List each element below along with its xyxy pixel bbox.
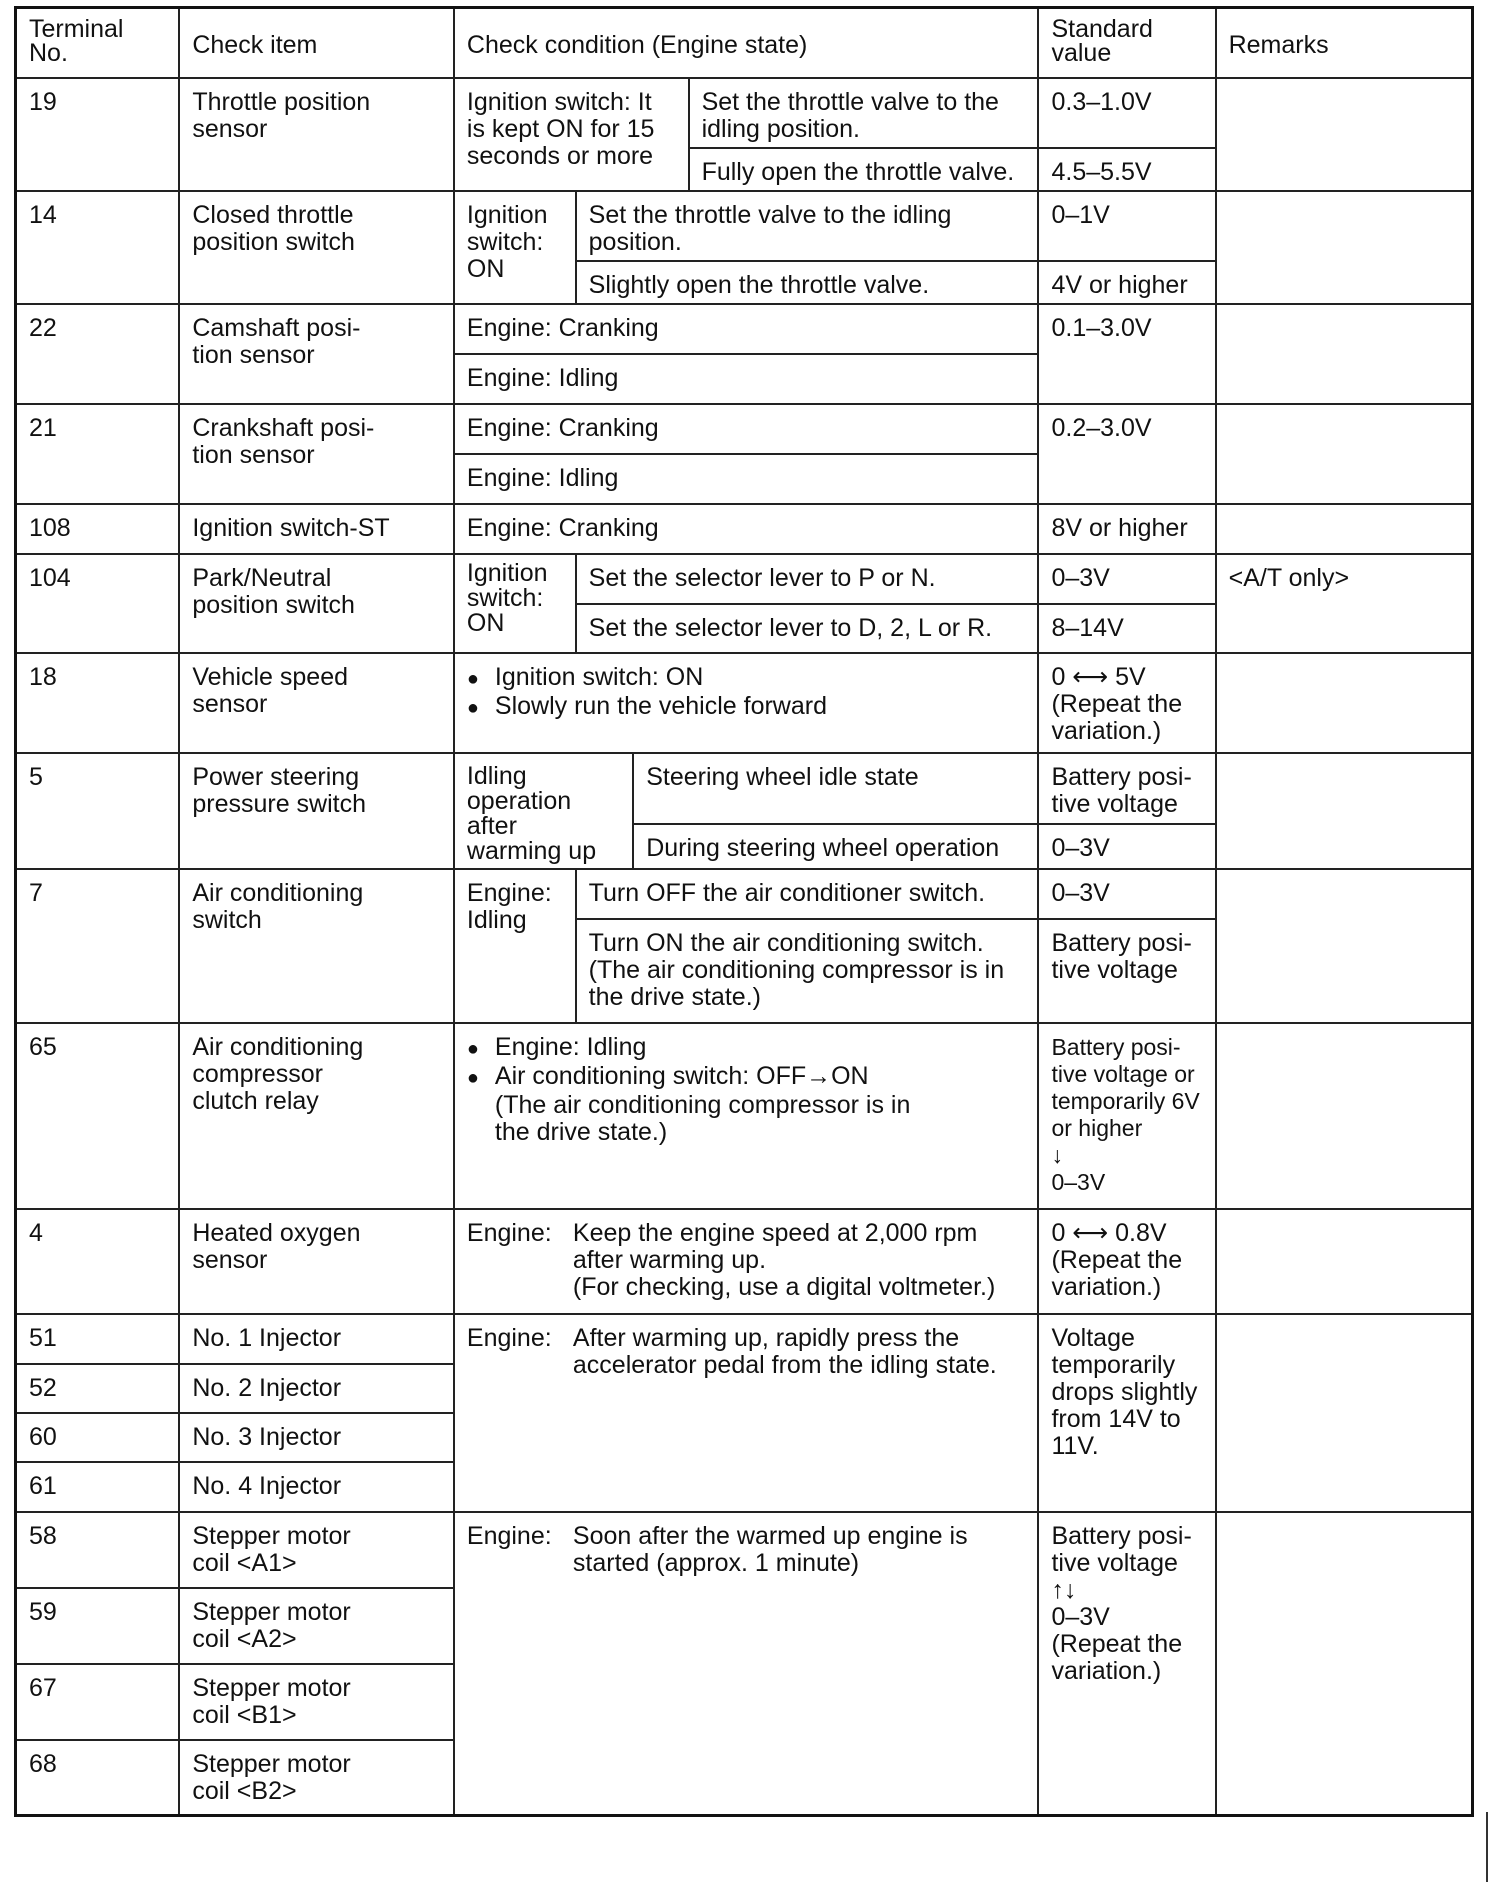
header-row [16, 8, 1473, 78]
remarks-badge: <A/T only> [1216, 554, 1473, 653]
check-item: Closed throttle position switch [179, 191, 454, 304]
remarks [1216, 504, 1473, 554]
standard-value: Battery posi- tive voltage or temporarily 6V or higher ↓ 0–3V [1038, 1023, 1215, 1209]
table-row [16, 554, 1473, 604]
terminal-number: 52 [16, 1364, 180, 1413]
check-item: Stepper motor coil <A2> [179, 1588, 454, 1664]
check-item: Air conditioning compressor clutch relay [179, 1023, 454, 1209]
terminal-number: 21 [16, 404, 180, 504]
condition: Slightly open the throttle valve. [576, 261, 1039, 304]
table-row [16, 404, 1473, 454]
condition: Set the throttle valve to the idling position. [576, 191, 1039, 261]
standard-value: 0.2–3.0V [1038, 404, 1215, 504]
table-row [16, 653, 1473, 753]
terminal-number: 61 [16, 1462, 180, 1512]
condition [454, 1023, 1039, 1209]
standard-value: 0–3V [1038, 869, 1215, 919]
check-item: Stepper motor coil <A1> [179, 1512, 454, 1588]
standard-value: 0–3V [1038, 554, 1215, 604]
condition: During steering wheel operation [633, 824, 1038, 869]
standard-value: 0–3V [1038, 824, 1215, 869]
condition-text: After warming up, rapidly press the accelerator pedal from the idling state. [572, 1323, 997, 1379]
standard-value: 0–1V [1038, 191, 1215, 261]
condition: Turn ON the air conditioning switch. (The air conditioning compressor is in the drive state.) [576, 919, 1039, 1023]
condition-text: Soon after the warmed up engine is started (approx. 1 minute) [572, 1521, 968, 1577]
check-item: Stepper motor coil <B1> [179, 1664, 454, 1740]
terminal-number: 60 [16, 1413, 180, 1462]
check-item: Heated oxygen sensor [179, 1209, 454, 1314]
bullet-item: ● Air conditioning switch: OFF→ON [467, 1063, 1026, 1092]
ecm-terminal-check-table [14, 6, 1474, 1817]
condition-prefix: Engine: [466, 1521, 552, 1550]
standard-value: 0.3–1.0V [1038, 78, 1215, 148]
bullet-item: ● Slowly run the vehicle forward [467, 693, 1026, 722]
terminal-number: 4 [16, 1209, 180, 1314]
terminal-number: 65 [16, 1023, 180, 1209]
condition: Engine: Idling [454, 354, 1039, 404]
terminal-number: 18 [16, 653, 180, 753]
check-item: Camshaft posi- tion sensor [179, 304, 454, 404]
check-item: Air conditioning switch [179, 869, 454, 1023]
table-row [16, 869, 1473, 919]
standard-value: Battery posi- tive voltage [1038, 753, 1215, 824]
check-item: Throttle position sensor [179, 78, 454, 191]
bullet-note: (The air conditioning compressor is in the drive state.) [494, 1090, 911, 1146]
check-item: No. 3 Injector [179, 1413, 454, 1462]
terminal-number: 51 [16, 1314, 180, 1364]
table-row [16, 191, 1473, 261]
standard-value: Voltage temporarily drops slightly from 14V to 11V. [1038, 1314, 1215, 1512]
table-row [16, 1512, 1473, 1588]
condition [454, 653, 1039, 753]
check-item: No. 4 Injector [179, 1462, 454, 1512]
spec-sheet [14, 6, 1474, 1817]
remarks [1216, 753, 1473, 869]
table-row [16, 1314, 1473, 1364]
remarks [1216, 191, 1473, 304]
check-item: No. 2 Injector [179, 1364, 454, 1413]
remarks [1216, 1314, 1473, 1512]
table-row [16, 304, 1473, 354]
check-item: Power steering pressure switch [179, 753, 454, 869]
condition-text: Keep the engine speed at 2,000 rpm after warming up. (For checking, use a digital voltmeter.) [572, 1218, 996, 1301]
terminal-number: 5 [16, 753, 180, 869]
standard-value: 4.5–5.5V [1038, 148, 1215, 191]
terminal-number: 104 [16, 554, 180, 653]
condition-prefix: Engine: [466, 1323, 552, 1352]
condition-group: Ignition switch: ON [454, 191, 576, 304]
terminal-number: 22 [16, 304, 180, 404]
condition: Engine: Cranking [454, 504, 1039, 554]
bullet-item: ● Engine: Idling [467, 1034, 1026, 1063]
standard-value: Battery posi- tive voltage [1038, 919, 1215, 1023]
terminal-number: 108 [16, 504, 180, 554]
terminal-number: 7 [16, 869, 180, 1023]
remarks [1216, 1023, 1473, 1209]
condition-group: Ignition switch: It is kept ON for 15 seconds or more [454, 78, 689, 191]
check-item: Ignition switch-ST [179, 504, 454, 554]
remarks [1216, 304, 1473, 404]
table-row [16, 1023, 1473, 1209]
table-row [16, 1209, 1473, 1314]
header-terminal: Terminal No. [16, 8, 180, 78]
condition: Steering wheel idle state [633, 753, 1038, 824]
condition: Set the selector lever to P or N. [576, 554, 1039, 604]
remarks [1216, 78, 1473, 191]
check-item: Vehicle speed sensor [179, 653, 454, 753]
standard-value: 4V or higher [1038, 261, 1215, 304]
table-row [16, 504, 1473, 554]
header-standard-value: Standard value [1038, 8, 1215, 78]
condition [454, 1209, 1039, 1314]
condition: Turn OFF the air conditioner switch. [576, 869, 1039, 919]
bullet-item: ● Ignition switch: ON [467, 664, 1026, 693]
header-check-condition: Check condition (Engine state) [454, 8, 1039, 78]
header-check-item: Check item [179, 8, 454, 78]
check-item: Park/Neutral position switch [179, 554, 454, 653]
condition [454, 1512, 1039, 1816]
condition: Set the selector lever to D, 2, L or R. [576, 604, 1039, 653]
check-item: Crankshaft posi- tion sensor [179, 404, 454, 504]
standard-value: 0 ⟷ 5V (Repeat the variation.) [1038, 653, 1215, 753]
condition-group: Engine: Idling [454, 869, 576, 1023]
standard-value: 8V or higher [1038, 504, 1215, 554]
remarks [1216, 653, 1473, 753]
remarks [1216, 404, 1473, 504]
terminal-number: 67 [16, 1664, 180, 1740]
standard-value: 8–14V [1038, 604, 1215, 653]
table-row [16, 753, 1473, 824]
condition: Set the throttle valve to the idling position. [689, 78, 1039, 148]
condition-group: Ignition switch: ON [454, 554, 576, 653]
condition: Engine: Cranking [454, 304, 1039, 354]
terminal-number: 68 [16, 1740, 180, 1816]
standard-value: Battery posi- tive voltage ↑↓ 0–3V (Repeat the variation.) [1038, 1512, 1215, 1816]
terminal-number: 59 [16, 1588, 180, 1664]
standard-value: 0.1–3.0V [1038, 304, 1215, 404]
terminal-number: 19 [16, 78, 180, 191]
standard-value: 0 ⟷ 0.8V (Repeat the variation.) [1038, 1209, 1215, 1314]
check-item: Stepper motor coil <B2> [179, 1740, 454, 1816]
remarks [1216, 1512, 1473, 1816]
header-remarks: Remarks [1216, 8, 1473, 78]
condition: Engine: Idling [454, 454, 1039, 504]
condition: Fully open the throttle valve. [689, 148, 1039, 191]
condition: Engine: Cranking [454, 404, 1039, 454]
remarks [1216, 1209, 1473, 1314]
terminal-number: 14 [16, 191, 180, 304]
table-row [16, 78, 1473, 148]
remarks [1216, 869, 1473, 1023]
page-edge-mark [1486, 1812, 1488, 1882]
terminal-number: 58 [16, 1512, 180, 1588]
condition-group: Idling operation after warming up [454, 753, 633, 869]
condition [454, 1314, 1039, 1512]
condition-prefix: Engine: [466, 1218, 552, 1247]
check-item: No. 1 Injector [179, 1314, 454, 1364]
